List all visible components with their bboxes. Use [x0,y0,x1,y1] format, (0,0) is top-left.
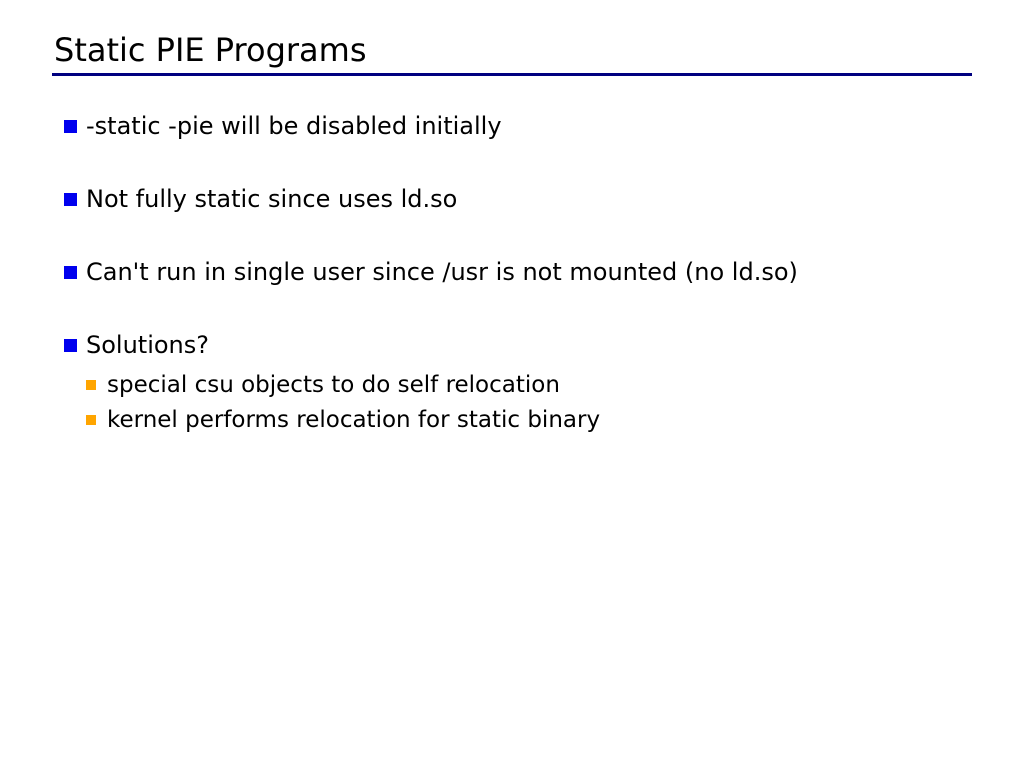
sub-square-bullet-icon [86,380,96,390]
square-bullet-icon [64,193,77,206]
bullet-item [64,259,1024,286]
title-rule [52,73,972,76]
square-bullet-icon [64,120,77,133]
square-bullet-icon [64,266,77,279]
bullet-list [0,113,1024,438]
sub-square-bullet-icon [86,415,96,425]
square-bullet-icon [64,339,77,352]
bullet-text: Solutions? [86,331,210,360]
sub-bullet-text: special csu objects to do self relocation [107,372,560,399]
bullet-item [64,186,1024,213]
bullet-item [64,113,1024,140]
sub-bullet-item [86,368,1024,403]
sub-bullet-item [86,403,1024,438]
bullet-item [64,332,1024,438]
sub-bullet-text: kernel performs relocation for static binary [107,407,601,434]
bullet-text: Not fully static since uses ld.so [86,185,458,214]
slide-header [0,0,1024,76]
bullet-text: Can't run in single user since /usr is not mounted (no ld.so) [86,258,798,287]
bullet-text: -static -pie will be disabled initially [86,112,502,141]
slide-title: Static PIE Programs [54,31,367,69]
sub-bullet-list [64,368,1024,438]
